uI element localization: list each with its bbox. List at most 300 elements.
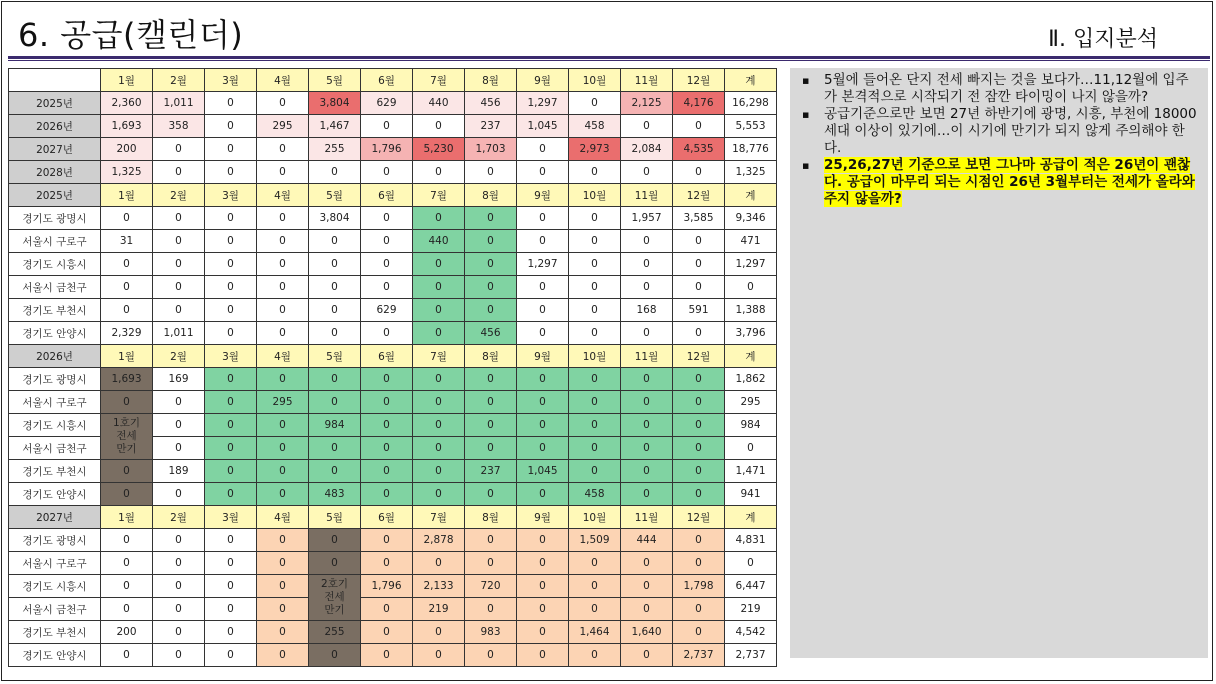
table-cell: 0	[205, 322, 257, 345]
table-cell: 0	[465, 161, 517, 184]
table-cell: 0	[205, 368, 257, 391]
table-cell: 0	[673, 391, 725, 414]
month-header: 2월	[153, 184, 205, 207]
month-header: 6월	[361, 506, 413, 529]
table-cell: 0	[621, 552, 673, 575]
table-cell: 0	[205, 253, 257, 276]
row-total: 295	[725, 391, 777, 414]
region-label: 경기도 시흥시	[9, 253, 101, 276]
table-cell: 0	[569, 253, 621, 276]
table-cell: 0	[309, 644, 361, 667]
region-label: 경기도 광명시	[9, 207, 101, 230]
table-cell: 0	[517, 644, 569, 667]
table-cell: 1,011	[153, 322, 205, 345]
table-cell: 0	[361, 621, 413, 644]
table-cell: 0	[361, 161, 413, 184]
table-cell: 0	[569, 368, 621, 391]
month-header: 9월	[517, 345, 569, 368]
row-total: 0	[725, 437, 777, 460]
table-cell: 0	[413, 552, 465, 575]
table-cell: 0	[101, 276, 153, 299]
year-label: 2025년	[9, 92, 101, 115]
table-cell: 440	[413, 92, 465, 115]
table-cell: 0	[517, 598, 569, 621]
table-cell: 0	[673, 253, 725, 276]
expiry-note-1: 1호기 전세 만기	[101, 414, 153, 460]
region-label: 서울시 구로구	[9, 552, 101, 575]
table-cell: 0	[153, 529, 205, 552]
bullet-icon: ▪	[802, 74, 810, 87]
table-cell: 219	[413, 598, 465, 621]
region-row	[9, 598, 777, 621]
table-cell: 200	[101, 621, 153, 644]
table-cell: 0	[621, 322, 673, 345]
table-cell: 0	[153, 276, 205, 299]
table-cell: 0	[309, 322, 361, 345]
region-row	[9, 483, 777, 506]
table-cell: 255	[309, 621, 361, 644]
month-header: 11월	[621, 69, 673, 92]
table-cell: 0	[517, 483, 569, 506]
table-cell: 0	[205, 138, 257, 161]
supply-calendar-table	[8, 68, 777, 667]
month-header: 4월	[257, 69, 309, 92]
table-cell: 0	[153, 207, 205, 230]
table-cell: 0	[517, 529, 569, 552]
row-total: 1,471	[725, 460, 777, 483]
month-header: 8월	[465, 69, 517, 92]
month-header: 1월	[101, 69, 153, 92]
table-cell: 0	[673, 368, 725, 391]
table-cell: 0	[465, 483, 517, 506]
table-cell: 456	[465, 322, 517, 345]
table-cell: 0	[205, 437, 257, 460]
commentary-text: 25,26,27년 기준으로 보면 그나마 공급이 적은 26년이 괜찮다. 공급이 마무리 되는 시점인 26년 3월부터는 전세가 올라와주지 않을까?	[824, 157, 1195, 207]
table-cell: 0	[101, 483, 153, 506]
table-cell: 629	[361, 92, 413, 115]
table-cell: 0	[569, 644, 621, 667]
table-cell: 0	[413, 276, 465, 299]
row-total: 3,796	[725, 322, 777, 345]
table-cell: 0	[465, 230, 517, 253]
table-cell: 0	[361, 115, 413, 138]
table-cell: 295	[257, 391, 309, 414]
table-cell: 444	[621, 529, 673, 552]
table-cell: 0	[153, 575, 205, 598]
table-cell: 0	[465, 299, 517, 322]
header-label: 2026년	[9, 345, 101, 368]
table-cell: 0	[257, 207, 309, 230]
total-header: 계	[725, 506, 777, 529]
table-cell: 0	[101, 207, 153, 230]
region-label: 경기도 부천시	[9, 299, 101, 322]
block-header-row	[9, 184, 777, 207]
table-cell: 0	[361, 483, 413, 506]
table-cell: 0	[101, 253, 153, 276]
table-cell: 4,176	[673, 92, 725, 115]
table-cell: 0	[413, 368, 465, 391]
table-cell: 0	[361, 552, 413, 575]
table-cell: 0	[413, 437, 465, 460]
month-header: 5월	[309, 506, 361, 529]
table-cell: 1,045	[517, 460, 569, 483]
row-total: 5,553	[725, 115, 777, 138]
table-cell: 1,011	[153, 92, 205, 115]
table-cell: 0	[153, 552, 205, 575]
month-header: 6월	[361, 184, 413, 207]
table-cell: 591	[673, 299, 725, 322]
table-cell: 0	[673, 437, 725, 460]
table-cell: 0	[569, 598, 621, 621]
table-cell: 0	[621, 253, 673, 276]
commentary-item	[798, 72, 1198, 106]
table-cell: 2,973	[569, 138, 621, 161]
table-cell: 0	[153, 644, 205, 667]
table-cell: 0	[621, 414, 673, 437]
table-cell: 0	[153, 230, 205, 253]
table-cell: 0	[517, 575, 569, 598]
summary-header-row	[9, 69, 777, 92]
expiry-note-2: 2호기 전세 만기	[309, 575, 361, 621]
region-row	[9, 253, 777, 276]
table-cell: 1,693	[101, 115, 153, 138]
table-cell: 0	[673, 276, 725, 299]
region-row	[9, 322, 777, 345]
month-header: 12월	[673, 184, 725, 207]
table-cell: 0	[205, 598, 257, 621]
month-header: 8월	[465, 506, 517, 529]
table-cell: 31	[101, 230, 153, 253]
table-cell: 0	[257, 552, 309, 575]
region-row	[9, 460, 777, 483]
table-cell: 0	[101, 391, 153, 414]
region-label: 경기도 부천시	[9, 460, 101, 483]
region-label: 경기도 시흥시	[9, 575, 101, 598]
header-label: 2025년	[9, 184, 101, 207]
commentary-text: 공급기준으로만 보면 27년 하반기에 광명, 시흥, 부천에 18000세대 이상이 있기에…이 시기에 만기가 되지 않게 주의해야 한다.	[824, 106, 1197, 156]
table-cell: 0	[621, 460, 673, 483]
table-cell: 0	[621, 230, 673, 253]
table-cell: 440	[413, 230, 465, 253]
section-title: Ⅱ. 입지분석	[1048, 27, 1158, 52]
table-cell: 483	[309, 483, 361, 506]
table-cell: 0	[257, 483, 309, 506]
table-cell: 0	[413, 115, 465, 138]
table-cell: 237	[465, 460, 517, 483]
table-cell: 0	[673, 552, 725, 575]
month-header: 4월	[257, 345, 309, 368]
table-cell: 0	[309, 552, 361, 575]
table-cell: 0	[153, 483, 205, 506]
row-total: 1,388	[725, 299, 777, 322]
table-cell: 0	[205, 230, 257, 253]
table-cell: 0	[413, 621, 465, 644]
region-row	[9, 230, 777, 253]
table-cell: 0	[205, 460, 257, 483]
summary-row	[9, 138, 777, 161]
commentary-panel	[790, 68, 1208, 658]
table-cell: 0	[153, 161, 205, 184]
table-cell: 0	[309, 161, 361, 184]
region-label: 경기도 안양시	[9, 322, 101, 345]
table-cell: 0	[621, 391, 673, 414]
table-cell: 1,796	[361, 575, 413, 598]
row-total: 1,325	[725, 161, 777, 184]
table-cell: 0	[413, 253, 465, 276]
table-cell: 0	[257, 230, 309, 253]
table-cell: 0	[153, 598, 205, 621]
region-label: 서울시 구로구	[9, 391, 101, 414]
table-cell: 0	[621, 276, 673, 299]
row-total: 984	[725, 414, 777, 437]
row-total: 219	[725, 598, 777, 621]
table-cell: 0	[205, 207, 257, 230]
region-row	[9, 391, 777, 414]
table-cell: 0	[465, 529, 517, 552]
region-label: 서울시 금천구	[9, 598, 101, 621]
table-cell: 0	[621, 644, 673, 667]
table-cell: 629	[361, 299, 413, 322]
table-cell: 237	[465, 115, 517, 138]
table-cell: 0	[153, 437, 205, 460]
table-cell: 0	[309, 391, 361, 414]
table-cell: 0	[309, 253, 361, 276]
table-cell: 0	[101, 575, 153, 598]
table-cell: 0	[413, 483, 465, 506]
table-cell: 0	[153, 138, 205, 161]
region-label: 경기도 시흥시	[9, 414, 101, 437]
table-cell: 0	[257, 414, 309, 437]
table-cell: 456	[465, 92, 517, 115]
table-cell: 0	[621, 483, 673, 506]
region-label: 서울시 금천구	[9, 276, 101, 299]
table-cell: 0	[517, 138, 569, 161]
table-cell: 0	[569, 161, 621, 184]
table-cell: 0	[153, 414, 205, 437]
table-cell: 0	[517, 299, 569, 322]
region-label: 서울시 구로구	[9, 230, 101, 253]
row-total: 0	[725, 552, 777, 575]
table-cell: 0	[413, 414, 465, 437]
month-header: 10월	[569, 345, 621, 368]
month-header: 1월	[101, 506, 153, 529]
table-cell: 0	[465, 368, 517, 391]
table-cell: 0	[205, 414, 257, 437]
table-cell: 0	[569, 230, 621, 253]
table-cell: 0	[361, 276, 413, 299]
table-cell: 0	[309, 276, 361, 299]
commentary-item	[798, 106, 1198, 157]
row-total: 9,346	[725, 207, 777, 230]
table-cell: 0	[257, 460, 309, 483]
commentary-list	[790, 68, 1208, 208]
table-cell: 0	[257, 529, 309, 552]
table-cell: 0	[361, 253, 413, 276]
month-header: 1월	[101, 345, 153, 368]
month-header: 11월	[621, 506, 673, 529]
month-header: 10월	[569, 506, 621, 529]
table-cell: 2,329	[101, 322, 153, 345]
region-label: 경기도 광명시	[9, 368, 101, 391]
table-cell: 0	[621, 161, 673, 184]
table-cell: 0	[257, 276, 309, 299]
region-row	[9, 207, 777, 230]
table-cell: 0	[101, 598, 153, 621]
table-cell: 0	[673, 598, 725, 621]
month-header: 9월	[517, 506, 569, 529]
month-header: 6월	[361, 69, 413, 92]
table-cell: 2,878	[413, 529, 465, 552]
table-cell: 0	[465, 391, 517, 414]
table-cell: 168	[621, 299, 673, 322]
month-header: 5월	[309, 184, 361, 207]
block-header-row	[9, 345, 777, 368]
table-cell: 4,535	[673, 138, 725, 161]
table-cell: 0	[257, 253, 309, 276]
table-cell: 0	[153, 621, 205, 644]
table-cell: 2,084	[621, 138, 673, 161]
table-cell: 0	[205, 575, 257, 598]
table-cell: 0	[673, 529, 725, 552]
table-cell: 1,796	[361, 138, 413, 161]
table-cell: 0	[309, 230, 361, 253]
table-cell: 0	[257, 598, 309, 621]
table-cell: 0	[465, 253, 517, 276]
region-row	[9, 529, 777, 552]
table-cell: 0	[569, 575, 621, 598]
table-cell: 1,957	[621, 207, 673, 230]
table-cell: 0	[413, 207, 465, 230]
month-header: 7월	[413, 345, 465, 368]
header-corner	[9, 69, 101, 92]
table-cell: 0	[465, 414, 517, 437]
region-row	[9, 575, 777, 598]
table-cell: 0	[621, 437, 673, 460]
month-header: 7월	[413, 69, 465, 92]
month-header: 9월	[517, 69, 569, 92]
month-header: 6월	[361, 345, 413, 368]
row-total: 0	[725, 276, 777, 299]
table-cell: 0	[257, 299, 309, 322]
table-cell: 0	[413, 322, 465, 345]
table-cell: 0	[517, 552, 569, 575]
table-cell: 0	[153, 391, 205, 414]
table-cell: 3,804	[309, 92, 361, 115]
table-cell: 0	[309, 529, 361, 552]
table-cell: 0	[257, 575, 309, 598]
table-cell: 0	[673, 414, 725, 437]
table-cell: 458	[569, 115, 621, 138]
table-cell: 0	[517, 322, 569, 345]
table-cell: 984	[309, 414, 361, 437]
table-cell: 0	[413, 391, 465, 414]
month-header: 3월	[205, 184, 257, 207]
table-cell: 0	[101, 552, 153, 575]
table-cell: 1,640	[621, 621, 673, 644]
table-cell: 0	[465, 598, 517, 621]
commentary-item	[798, 157, 1198, 208]
table-cell: 1,297	[517, 92, 569, 115]
table-cell: 0	[257, 138, 309, 161]
table-cell: 2,125	[621, 92, 673, 115]
table-cell: 0	[413, 161, 465, 184]
table-cell: 0	[569, 322, 621, 345]
total-header: 계	[725, 69, 777, 92]
bullet-icon: ▪	[802, 108, 810, 121]
region-label: 경기도 부천시	[9, 621, 101, 644]
month-header: 12월	[673, 506, 725, 529]
table-cell: 0	[517, 276, 569, 299]
table-cell: 0	[361, 437, 413, 460]
table-cell: 0	[517, 368, 569, 391]
table-cell: 5,230	[413, 138, 465, 161]
table-cell: 0	[673, 115, 725, 138]
month-header: 9월	[517, 184, 569, 207]
table-cell: 0	[101, 460, 153, 483]
region-label: 서울시 금천구	[9, 437, 101, 460]
table-cell: 0	[569, 391, 621, 414]
month-header: 12월	[673, 345, 725, 368]
header-label: 2027년	[9, 506, 101, 529]
total-header: 계	[725, 184, 777, 207]
year-label: 2027년	[9, 138, 101, 161]
table-cell: 0	[517, 230, 569, 253]
table-cell: 0	[465, 276, 517, 299]
table-cell: 0	[257, 322, 309, 345]
table-cell: 0	[569, 276, 621, 299]
region-row	[9, 621, 777, 644]
table-cell: 0	[205, 92, 257, 115]
month-header: 5월	[309, 69, 361, 92]
table-cell: 0	[361, 322, 413, 345]
table-cell: 1,703	[465, 138, 517, 161]
row-total: 1,297	[725, 253, 777, 276]
table-cell: 0	[361, 529, 413, 552]
table-cell: 3,804	[309, 207, 361, 230]
table-cell: 169	[153, 368, 205, 391]
region-label: 경기도 안양시	[9, 644, 101, 667]
month-header: 3월	[205, 345, 257, 368]
month-header: 11월	[621, 345, 673, 368]
row-total: 4,831	[725, 529, 777, 552]
table-cell: 1,467	[309, 115, 361, 138]
table-cell: 0	[205, 621, 257, 644]
table-cell: 0	[413, 299, 465, 322]
year-label: 2028년	[9, 161, 101, 184]
table-cell: 0	[205, 644, 257, 667]
month-header: 10월	[569, 184, 621, 207]
table-cell: 0	[101, 644, 153, 667]
month-header: 5월	[309, 345, 361, 368]
table-cell: 0	[205, 552, 257, 575]
table-cell: 0	[309, 299, 361, 322]
table-cell: 0	[257, 437, 309, 460]
region-row	[9, 368, 777, 391]
table-cell: 0	[101, 529, 153, 552]
region-row	[9, 276, 777, 299]
table-cell: 200	[101, 138, 153, 161]
month-header: 3월	[205, 69, 257, 92]
table-cell: 189	[153, 460, 205, 483]
commentary-text: 5월에 들어온 단지 전세 빠지는 것을 보다가…11,12월에 입주가 본격적으로 시작되기 전 잠깐 타이밍이 나지 않을까?	[824, 72, 1189, 105]
month-header: 7월	[413, 184, 465, 207]
table-cell: 0	[465, 644, 517, 667]
table-cell: 1,798	[673, 575, 725, 598]
table-cell: 0	[517, 161, 569, 184]
table-cell: 0	[517, 414, 569, 437]
row-total: 2,737	[725, 644, 777, 667]
month-header: 10월	[569, 69, 621, 92]
